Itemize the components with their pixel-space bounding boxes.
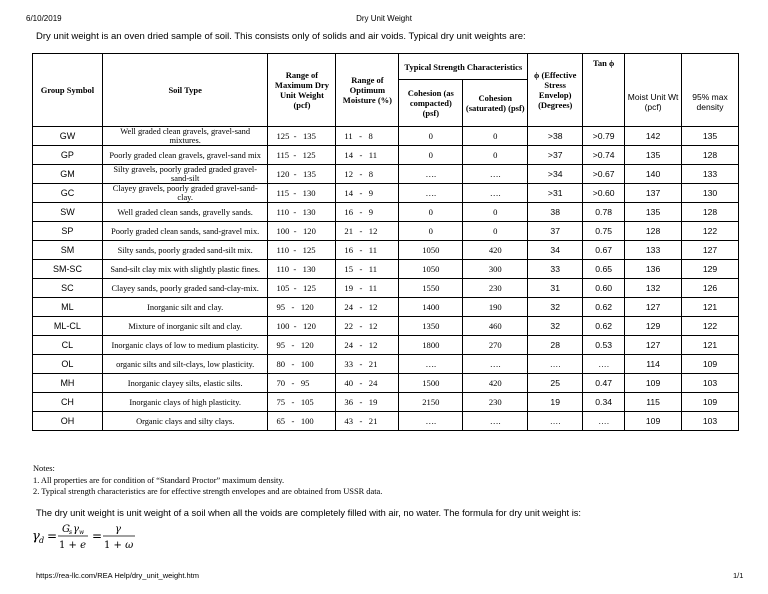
notes-title: Notes: [33, 464, 55, 473]
cell-cohesion-saturated: 230 [463, 393, 528, 412]
cell-cohesion-compacted: 1050 [399, 260, 463, 279]
cell-tan-phi: 0.75 [583, 222, 625, 241]
header-cohesion-compacted: Cohesion (as compacted) (psf) [399, 80, 463, 127]
cell-group-symbol: OH [33, 412, 103, 431]
cell-max-density: 103 [682, 412, 739, 431]
cell-group-symbol: GW [33, 127, 103, 146]
cell-range-moisture: 19 - 11 [336, 279, 399, 298]
cell-max-density: 121 [682, 336, 739, 355]
cell-range-moisture: 43 - 21 [336, 412, 399, 431]
intro-text: Dry unit weight is an oven dried sample of soil. This consists only of solids and air voids. Typical dry unit weights are: [36, 31, 526, 42]
table-row [33, 279, 739, 298]
cell-tan-phi: >0.60 [583, 184, 625, 203]
cell-group-symbol: SC [33, 279, 103, 298]
table-row [33, 412, 739, 431]
cell-cohesion-compacted: 0 [399, 222, 463, 241]
cell-soil-type: Poorly graded clean sands, sand-gravel mix. [102, 222, 268, 241]
cell-range-moisture: 24 - 12 [336, 298, 399, 317]
cell-tan-phi: 0.34 [583, 393, 625, 412]
header-date: 6/10/2019 [26, 14, 62, 23]
cell-phi: …. [528, 355, 583, 374]
cell-moist-unit-wt: 129 [625, 317, 682, 336]
cell-range-moisture: 22 - 12 [336, 317, 399, 336]
cell-phi: 32 [528, 317, 583, 336]
cell-range-unit-weight: 80 - 100 [268, 355, 336, 374]
header-max-density: 95% max density [682, 54, 739, 127]
svg-text:=: = [92, 529, 103, 543]
cell-cohesion-saturated: 0 [463, 127, 528, 146]
cell-group-symbol: GM [33, 165, 103, 184]
cell-phi: 31 [528, 279, 583, 298]
dry-unit-weight-table [32, 53, 739, 431]
cell-phi: …. [528, 412, 583, 431]
cell-cohesion-compacted: 1550 [399, 279, 463, 298]
cell-cohesion-saturated: 420 [463, 241, 528, 260]
cell-cohesion-compacted: …. [399, 184, 463, 203]
cell-range-moisture: 40 - 24 [336, 374, 399, 393]
table-row [33, 203, 739, 222]
svg-text:w: w [79, 529, 85, 536]
cell-soil-type: Silty sands, poorly graded sand-silt mix. [102, 241, 268, 260]
cell-soil-type: Poorly graded clean gravels, gravel-sand mix [102, 146, 268, 165]
cell-soil-type: organic silts and silt-clays, low plasticity. [102, 355, 268, 374]
cell-range-unit-weight: 115 - 130 [268, 184, 336, 203]
cell-max-density: 109 [682, 355, 739, 374]
cell-max-density: 133 [682, 165, 739, 184]
cell-group-symbol: MH [33, 374, 103, 393]
cell-soil-type: Organic clays and silty clays. [102, 412, 268, 431]
svg-text:γ: γ [32, 529, 40, 544]
cell-moist-unit-wt: 135 [625, 203, 682, 222]
table-row [33, 260, 739, 279]
cell-tan-phi: …. [583, 412, 625, 431]
cell-soil-type: Sand-silt clay mix with slightly plastic fines. [102, 260, 268, 279]
cell-tan-phi: 0.78 [583, 203, 625, 222]
cell-tan-phi: 0.67 [583, 241, 625, 260]
note-item: 1. All properties are for condition of “Standard Proctor” maximum density. [33, 475, 285, 485]
cell-max-density: 128 [682, 146, 739, 165]
cell-range-unit-weight: 110 - 125 [268, 241, 336, 260]
cell-group-symbol: ML [33, 298, 103, 317]
table-row [33, 165, 739, 184]
dry-unit-weight-formula [32, 520, 152, 552]
cell-cohesion-saturated: 0 [463, 222, 528, 241]
cell-range-moisture: 16 - 9 [336, 203, 399, 222]
svg-text:s: s [69, 529, 73, 536]
cell-cohesion-compacted: 1400 [399, 298, 463, 317]
cell-cohesion-saturated: 190 [463, 298, 528, 317]
svg-text:1 + e: 1 + e [59, 540, 87, 551]
cell-phi: 33 [528, 260, 583, 279]
cell-moist-unit-wt: 109 [625, 374, 682, 393]
cell-tan-phi: >0.67 [583, 165, 625, 184]
cell-tan-phi: 0.65 [583, 260, 625, 279]
cell-moist-unit-wt: 140 [625, 165, 682, 184]
cell-cohesion-compacted: 1350 [399, 317, 463, 336]
cell-cohesion-compacted: …. [399, 355, 463, 374]
cell-phi: >37 [528, 146, 583, 165]
cell-tan-phi: 0.62 [583, 317, 625, 336]
cell-range-unit-weight: 70 - 95 [268, 374, 336, 393]
footer-url: https://rea-llc.com/REA Help/dry_unit_weight.htm [36, 571, 199, 580]
cell-soil-type: Clayey sands, poorly graded sand-clay-mix. [102, 279, 268, 298]
cell-phi: >31 [528, 184, 583, 203]
header-moist-unit-wt: Moist Unit Wt (pcf) [625, 54, 682, 127]
cell-cohesion-saturated: 460 [463, 317, 528, 336]
cell-range-moisture: 33 - 21 [336, 355, 399, 374]
cell-group-symbol: CL [33, 336, 103, 355]
cell-tan-phi: 0.53 [583, 336, 625, 355]
cell-moist-unit-wt: 132 [625, 279, 682, 298]
cell-group-symbol: SW [33, 203, 103, 222]
table-row [33, 241, 739, 260]
cell-range-unit-weight: 110 - 130 [268, 203, 336, 222]
page-title: Dry Unit Weight [356, 14, 412, 23]
cell-group-symbol: ML-CL [33, 317, 103, 336]
cell-range-moisture: 16 - 11 [336, 241, 399, 260]
cell-moist-unit-wt: 136 [625, 260, 682, 279]
table-row [33, 317, 739, 336]
cell-moist-unit-wt: 133 [625, 241, 682, 260]
cell-soil-type: Well graded clean sands, gravelly sands. [102, 203, 268, 222]
cell-range-unit-weight: 105 - 125 [268, 279, 336, 298]
table-row [33, 184, 739, 203]
header-range-unit-weight: Range of Maximum Dry Unit Weight (pcf) [268, 54, 336, 127]
cell-range-moisture: 15 - 11 [336, 260, 399, 279]
cell-range-moisture: 11 - 8 [336, 127, 399, 146]
cell-phi: 34 [528, 241, 583, 260]
cell-moist-unit-wt: 114 [625, 355, 682, 374]
header-range-moisture: Range of Optimum Moisture (%) [336, 54, 399, 127]
header-group-symbol: Group Symbol [33, 54, 103, 127]
cell-group-symbol: GP [33, 146, 103, 165]
cell-max-density: 122 [682, 317, 739, 336]
cell-max-density: 129 [682, 260, 739, 279]
cell-range-unit-weight: 75 - 105 [268, 393, 336, 412]
notes [33, 463, 382, 498]
cell-max-density: 122 [682, 222, 739, 241]
cell-range-unit-weight: 65 - 100 [268, 412, 336, 431]
note-item: 2. Typical strength characteristics are for effective strength envelopes and are obtained from USSR data. [33, 487, 383, 496]
cell-group-symbol: SM [33, 241, 103, 260]
table-row [33, 355, 739, 374]
cell-range-unit-weight: 110 - 130 [268, 260, 336, 279]
cell-cohesion-saturated: 230 [463, 279, 528, 298]
cell-tan-phi: 0.62 [583, 298, 625, 317]
cell-cohesion-compacted: 2150 [399, 393, 463, 412]
table-row [33, 374, 739, 393]
cell-moist-unit-wt: 137 [625, 184, 682, 203]
cell-cohesion-saturated: …. [463, 165, 528, 184]
cell-cohesion-saturated: 0 [463, 146, 528, 165]
cell-max-density: 130 [682, 184, 739, 203]
cell-range-moisture: 21 - 12 [336, 222, 399, 241]
cell-soil-type: Mixture of inorganic silt and clay. [102, 317, 268, 336]
table-row [33, 298, 739, 317]
cell-cohesion-compacted: 1500 [399, 374, 463, 393]
cell-soil-type: Clayey gravels, poorly graded gravel-sand-clay. [102, 184, 268, 203]
cell-soil-type: Inorganic clayey silts, elastic silts. [102, 374, 268, 393]
cell-cohesion-saturated: 0 [463, 203, 528, 222]
svg-text:γ: γ [73, 524, 79, 535]
cell-phi: 28 [528, 336, 583, 355]
table-row [33, 127, 739, 146]
cell-group-symbol: CH [33, 393, 103, 412]
cell-moist-unit-wt: 115 [625, 393, 682, 412]
cell-max-density: 135 [682, 127, 739, 146]
cell-moist-unit-wt: 127 [625, 298, 682, 317]
cell-range-unit-weight: 115 - 125 [268, 146, 336, 165]
cell-range-unit-weight: 95 - 120 [268, 298, 336, 317]
cell-moist-unit-wt: 142 [625, 127, 682, 146]
cell-tan-phi: 0.47 [583, 374, 625, 393]
cell-cohesion-saturated: 300 [463, 260, 528, 279]
cell-max-density: 109 [682, 393, 739, 412]
cell-moist-unit-wt: 128 [625, 222, 682, 241]
cell-group-symbol: SM-SC [33, 260, 103, 279]
header-typical-strength: Typical Strength Characteristics [399, 54, 528, 80]
cell-cohesion-saturated: 270 [463, 336, 528, 355]
svg-text:γ: γ [115, 524, 121, 535]
table-row [33, 222, 739, 241]
cell-cohesion-compacted: 0 [399, 146, 463, 165]
svg-text:d: d [39, 536, 45, 545]
cell-tan-phi: …. [583, 355, 625, 374]
cell-max-density: 127 [682, 241, 739, 260]
cell-range-unit-weight: 120 - 135 [268, 165, 336, 184]
cell-cohesion-saturated: 420 [463, 374, 528, 393]
cell-tan-phi: 0.60 [583, 279, 625, 298]
cell-range-unit-weight: 125 - 135 [268, 127, 336, 146]
cell-max-density: 121 [682, 298, 739, 317]
cell-range-unit-weight: 100 - 120 [268, 222, 336, 241]
cell-range-moisture: 36 - 19 [336, 393, 399, 412]
cell-soil-type: Well graded clean gravels, gravel-sand mixtures. [102, 127, 268, 146]
cell-phi: 32 [528, 298, 583, 317]
footer-page-number: 1/1 [733, 571, 744, 580]
cell-moist-unit-wt: 135 [625, 146, 682, 165]
cell-phi: 38 [528, 203, 583, 222]
cell-cohesion-saturated: …. [463, 355, 528, 374]
cell-tan-phi: >0.79 [583, 127, 625, 146]
cell-range-unit-weight: 100 - 120 [268, 317, 336, 336]
cell-range-moisture: 24 - 12 [336, 336, 399, 355]
header-soil-type: Soil Type [102, 54, 268, 127]
cell-max-density: 128 [682, 203, 739, 222]
cell-soil-type: Inorganic clays of low to medium plasticity. [102, 336, 268, 355]
cell-cohesion-saturated: …. [463, 184, 528, 203]
cell-cohesion-saturated: …. [463, 412, 528, 431]
cell-soil-type: Inorganic silt and clay. [102, 298, 268, 317]
cell-phi: 19 [528, 393, 583, 412]
cell-phi: >38 [528, 127, 583, 146]
cell-moist-unit-wt: 109 [625, 412, 682, 431]
svg-text:=: = [47, 529, 58, 543]
table-row [33, 393, 739, 412]
cell-group-symbol: GC [33, 184, 103, 203]
cell-group-symbol: SP [33, 222, 103, 241]
cell-soil-type: Inorganic clays of high plasticity. [102, 393, 268, 412]
svg-text:1 + ω: 1 + ω [104, 540, 134, 551]
cell-phi: 25 [528, 374, 583, 393]
formula-intro: The dry unit weight is unit weight of a soil when all the voids are completely filled with air, no water. The formula for dry unit weight is: [36, 508, 581, 518]
cell-range-unit-weight: 95 - 120 [268, 336, 336, 355]
cell-cohesion-compacted: 1050 [399, 241, 463, 260]
table-row [33, 146, 739, 165]
cell-moist-unit-wt: 127 [625, 336, 682, 355]
cell-cohesion-compacted: 1800 [399, 336, 463, 355]
cell-cohesion-compacted: …. [399, 412, 463, 431]
header-phi: ϕ (Effective Stress Envelop) (Degrees) [528, 54, 583, 127]
cell-max-density: 103 [682, 374, 739, 393]
cell-tan-phi: >0.74 [583, 146, 625, 165]
cell-cohesion-compacted: …. [399, 165, 463, 184]
cell-cohesion-compacted: 0 [399, 127, 463, 146]
cell-max-density: 126 [682, 279, 739, 298]
cell-soil-type: Silty gravels, poorly graded graded gravel-sand-silt [102, 165, 268, 184]
table-row [33, 336, 739, 355]
cell-phi: >34 [528, 165, 583, 184]
cell-range-moisture: 14 - 11 [336, 146, 399, 165]
cell-range-moisture: 12 - 8 [336, 165, 399, 184]
svg-text:G: G [62, 524, 70, 535]
cell-phi: 37 [528, 222, 583, 241]
cell-group-symbol: OL [33, 355, 103, 374]
header-cohesion-saturated: Cohesion (saturated) (psf) [463, 80, 528, 127]
cell-range-moisture: 14 - 9 [336, 184, 399, 203]
cell-cohesion-compacted: 0 [399, 203, 463, 222]
header-tan-phi: Tan ϕ [583, 54, 625, 127]
